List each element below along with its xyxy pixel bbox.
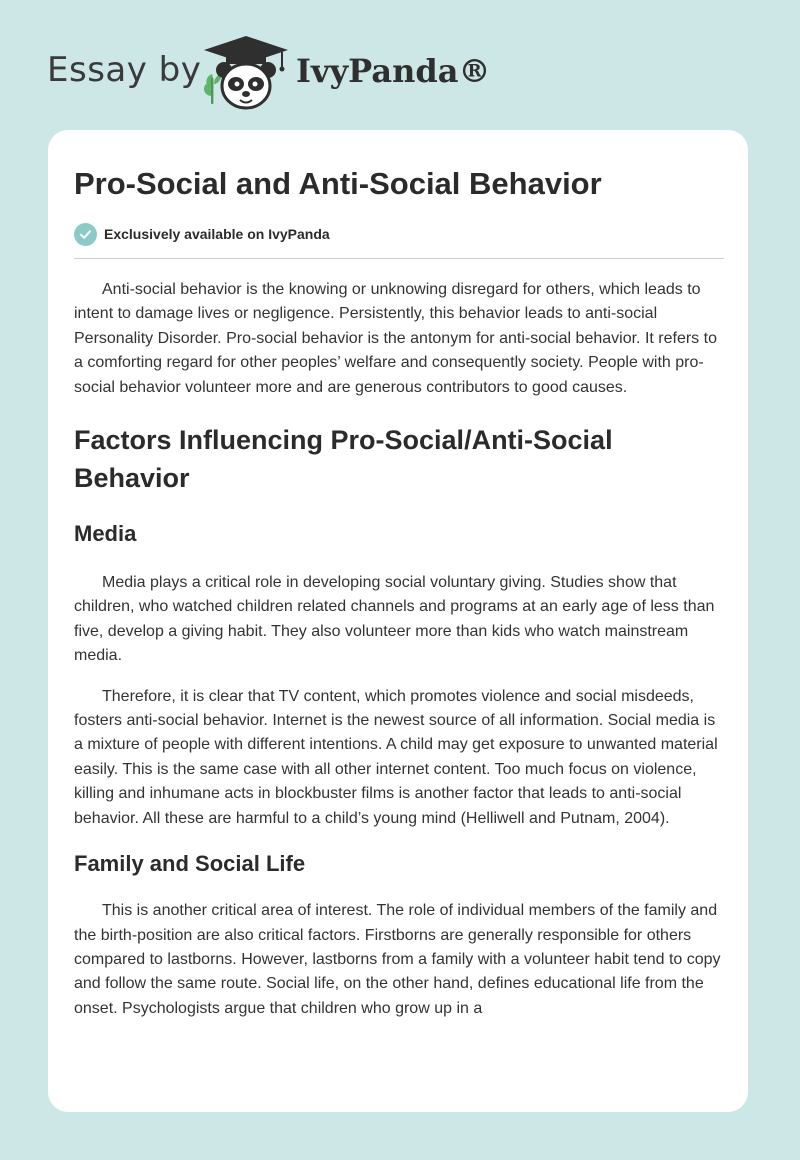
site-header [0, 0, 800, 130]
title-divider [74, 258, 724, 259]
badge-text: Exclusively available on IvyPanda [104, 226, 330, 242]
media-paragraph-2: Therefore, it is clear that TV content, which promotes violence and social misdeeds, fosters anti-social behavior. Internet is the newest source of all information. Social media is a mixture of people with different intentions. A child may get exposure to unwanted material easily. This is the same case with all other internet content. Too much focus on violence, killing and inhumane acts in blockbuster films is another factor that leads to anti-social behavior. All these are harmful to a child’s young mind (Helliwell and Putnam, 2004). [74, 687, 718, 827]
brand-prefix: Essay by [47, 50, 202, 90]
essay-card [48, 130, 748, 1112]
intro-paragraph: Anti-social behavior is the knowing or unknowing disregard for others, which leads to intent to damage lives or negligence. Persistently, this behavior leads to anti-social Personality Disorder. Pro-social behavior is the antonym for anti-social behavior. It refers to a comforting regard for other peoples’ welfare and consequently society. People with pro-social behavior volunteer more and are generous contributors to good causes. [74, 281, 717, 396]
subheading-family: Family and Social Life [74, 851, 306, 877]
page-title: Pro-Social and Anti-Social Behavior [74, 166, 602, 201]
family-paragraph-1: This is another critical area of interest. The role of individual members of the family and the birth-position are also critical factors. Firstborns are generally responsible for others compared to lastborns. However, lastborns from a family with a volunteer habit tend to copy and follow the same route. Social life, on the other hand, defines educational life from the onset. Psychologists argue that children who grow up in a [74, 902, 721, 1017]
exclusive-badge [74, 222, 724, 246]
subheading-media: Media [74, 521, 137, 547]
section-heading-factors: Factors Influencing Pro-Social/Anti-Social Behavior [74, 425, 613, 494]
leaf-icon [204, 74, 222, 104]
brand-name[interactable]: IvyPanda® [296, 52, 491, 90]
panda-graduate-icon[interactable] [200, 34, 292, 112]
check-icon [74, 223, 97, 246]
media-paragraph-1: Media plays a critical role in developing social voluntary giving. Studies show that children, who watched children related channels and programs at an early age of less than five, develop a giving habit. They also volunteer more than kids who watch mainstream media. [74, 574, 715, 665]
essay-content [74, 130, 724, 1021]
